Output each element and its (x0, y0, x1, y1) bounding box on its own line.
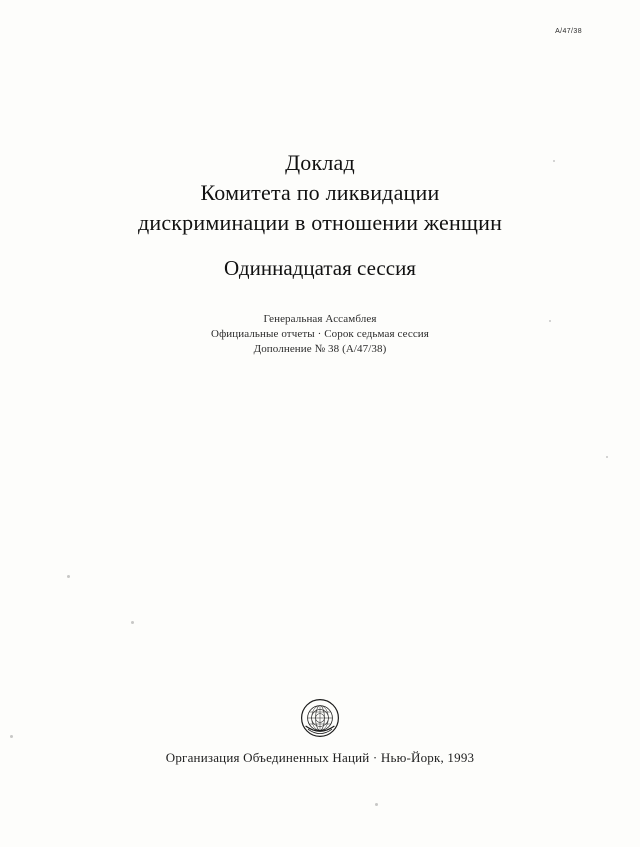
document-title-line-2: Комитета по ликвидации (200, 180, 440, 205)
publisher-line: Организация Объединенных Наций · Нью-Йорк, 1993 (165, 750, 475, 765)
scan-speck (606, 456, 608, 458)
imprint-line-1: Генеральная Ассамблея (263, 313, 377, 325)
un-emblem-icon (300, 698, 340, 738)
imprint-line-3: Дополнение № 38 (A/47/38) (253, 343, 387, 355)
title-block (0, 148, 640, 281)
document-symbol: A/47/38 (555, 28, 582, 35)
document-title-line-3: дискриминации в отношении женщин (137, 210, 503, 235)
scan-speck (375, 803, 378, 806)
imprint-line-2: Официальные отчеты · Сорок седьмая сессия (211, 328, 429, 340)
document-title-line-1: Доклад (285, 150, 355, 175)
session-subtitle: Одиннадцатая сессия (224, 256, 416, 280)
scan-speck (67, 575, 70, 578)
scan-speck (10, 735, 13, 738)
imprint-block (0, 312, 640, 357)
scan-speck (131, 621, 134, 624)
